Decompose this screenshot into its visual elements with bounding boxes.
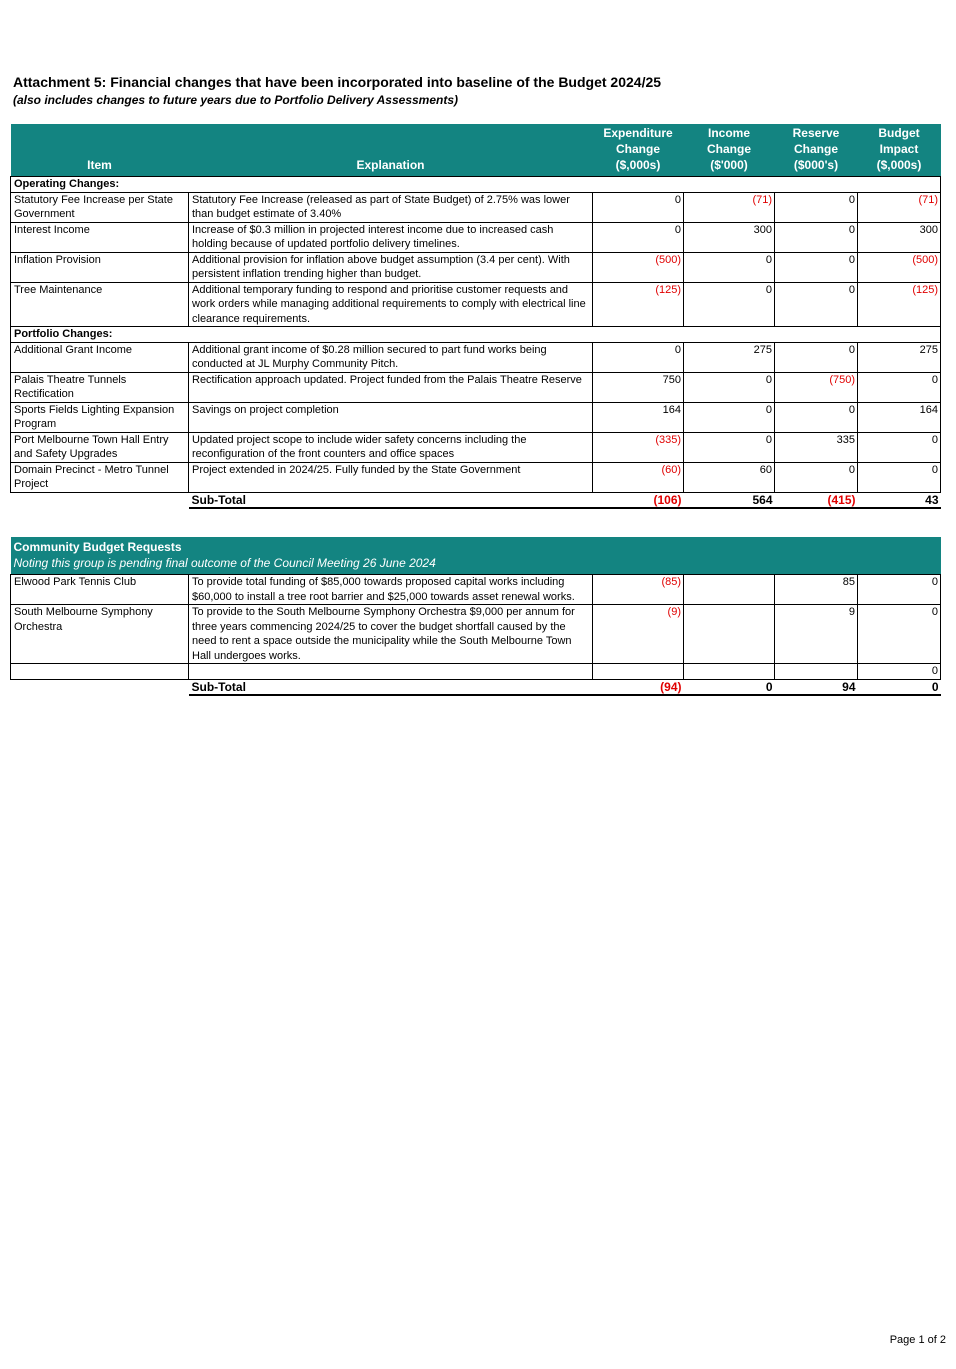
row-item [11,664,189,680]
row-reserve [775,664,858,680]
row-item: Inflation Provision [11,252,189,282]
header-budget: Budget Impact ($,000s) [858,124,941,177]
subtotal-blank [11,492,189,508]
community-requests-table [10,537,941,696]
row-budget: 0 [858,432,941,462]
row-item: South Melbourne Symphony Orchestra [11,605,189,664]
row-income: 60 [684,462,775,492]
row-income: 0 [684,372,775,402]
row-expenditure [593,664,684,680]
row-income [684,605,775,664]
table-row [11,372,941,402]
row-reserve: 0 [775,402,858,432]
table-row [11,222,941,252]
table-row [11,605,941,664]
section-label: Operating Changes: [11,177,941,193]
row-income: (71) [684,192,775,222]
row-reserve: 85 [775,575,858,605]
row-reserve: 0 [775,282,858,327]
row-reserve: 0 [775,462,858,492]
row-explanation: To provide total funding of $85,000 towards proposed capital works including $60,000 to install a tree root barrier and $25,000 towards asset renewal works. [189,575,593,605]
row-reserve: 335 [775,432,858,462]
row-expenditure: (60) [593,462,684,492]
table-header-row [11,124,941,177]
row-expenditure: 0 [593,222,684,252]
community-heading: Community Budget Requests [11,537,941,555]
row-explanation: Statutory Fee Increase (released as part of State Budget) of 2.75% was lower than budget estimate of 3.40% [189,192,593,222]
row-item: Sports Fields Lighting Expansion Program [11,402,189,432]
row-budget: 164 [858,402,941,432]
row-budget: (500) [858,252,941,282]
row-expenditure: (500) [593,252,684,282]
subtotal-budget: 0 [858,679,941,695]
row-budget: (71) [858,192,941,222]
row-reserve: 0 [775,252,858,282]
row-budget: 300 [858,222,941,252]
header-reserve: Reserve Change ($000's) [775,124,858,177]
row-reserve: 9 [775,605,858,664]
subtotal-reserve: (415) [775,492,858,508]
row-budget: 0 [858,575,941,605]
row-explanation: Savings on project completion [189,402,593,432]
row-budget: 275 [858,342,941,372]
community-heading-row [11,537,941,555]
page-number: Page 1 of 2 [889,1334,946,1346]
row-explanation: Additional provision for inflation above budget assumption (3.4 per cent). With persistent inflation trending higher than budget. [189,252,593,282]
subtotal-label: Sub-Total [189,492,593,508]
row-expenditure: (85) [593,575,684,605]
row-reserve: 0 [775,222,858,252]
row-expenditure: 164 [593,402,684,432]
row-explanation: Rectification approach updated. Project funded from the Palais Theatre Reserve [189,372,593,402]
row-budget: 0 [858,462,941,492]
subtotal-income: 564 [684,492,775,508]
row-expenditure: (125) [593,282,684,327]
section-portfolio [11,327,941,343]
row-reserve: 0 [775,342,858,372]
row-expenditure: (335) [593,432,684,462]
row-item: Tree Maintenance [11,282,189,327]
header-income: Income Change ($'000) [684,124,775,177]
row-reserve: (750) [775,372,858,402]
table-row [11,402,941,432]
subtotal-row [11,492,941,508]
subtotal-label: Sub-Total [189,679,593,695]
table-row [11,282,941,327]
subtotal-row [11,679,941,695]
page-title: Attachment 5: Financial changes that have been incorporated into baseline of the Budget 2024/25 [13,74,662,90]
section-label: Portfolio Changes: [11,327,941,343]
row-expenditure: 0 [593,192,684,222]
row-reserve: 0 [775,192,858,222]
row-item: Interest Income [11,222,189,252]
financial-changes-table [10,124,941,509]
row-expenditure: (9) [593,605,684,664]
row-income: 300 [684,222,775,252]
row-budget: 0 [858,664,941,680]
row-income: 0 [684,252,775,282]
row-explanation: Additional temporary funding to respond and prioritise customer requests and work orders while managing additional requirements to comply with electrical line clearance requirements. [189,282,593,327]
subtotal-expenditure: (106) [593,492,684,508]
header-item: Item [11,124,189,177]
table-row [11,192,941,222]
subtotal-income: 0 [684,679,775,695]
subtotal-budget: 43 [858,492,941,508]
table-row [11,664,941,680]
table-row [11,575,941,605]
subtotal-blank [11,679,189,695]
row-income: 0 [684,402,775,432]
row-budget: 0 [858,372,941,402]
row-item: Palais Theatre Tunnels Rectification [11,372,189,402]
row-explanation: Project extended in 2024/25. Fully funded by the State Government [189,462,593,492]
row-explanation: To provide to the South Melbourne Symphony Orchestra $9,000 per annum for three years commencing 2024/25 to cover the budget shortfall caused by the need to rent a space outside the municipality while the South Melbourne Town Hall undergoes works. [189,605,593,664]
row-income: 275 [684,342,775,372]
subtotal-expenditure: (94) [593,679,684,695]
row-budget: (125) [858,282,941,327]
community-note: Noting this group is pending final outcome of the Council Meeting 26 June 2024 [11,555,941,575]
row-income: 0 [684,282,775,327]
table-row [11,252,941,282]
row-item: Domain Precinct - Metro Tunnel Project [11,462,189,492]
row-item: Port Melbourne Town Hall Entry and Safety Upgrades [11,432,189,462]
row-income: 0 [684,432,775,462]
subtotal-reserve: 94 [775,679,858,695]
table-row [11,342,941,372]
row-budget: 0 [858,605,941,664]
header-expenditure: Expenditure Change ($,000s) [593,124,684,177]
row-item: Statutory Fee Increase per State Government [11,192,189,222]
section-operating [11,177,941,193]
row-expenditure: 750 [593,372,684,402]
row-explanation [189,664,593,680]
row-item: Elwood Park Tennis Club [11,575,189,605]
page-subtitle: (also includes changes to future years due to Portfolio Delivery Assessments) [13,93,459,107]
row-explanation: Additional grant income of $0.28 million secured to part fund works being conducted at JL Murphy Community Pitch. [189,342,593,372]
row-item: Additional Grant Income [11,342,189,372]
table-row [11,462,941,492]
row-expenditure: 0 [593,342,684,372]
row-income [684,575,775,605]
community-note-row [11,555,941,575]
row-income [684,664,775,680]
row-explanation: Updated project scope to include wider safety concerns including the reconfiguration of the front counters and office spaces [189,432,593,462]
table-row [11,432,941,462]
row-explanation: Increase of $0.3 million in projected interest income due to increased cash holding because of updated portfolio delivery timelines. [189,222,593,252]
header-explanation: Explanation [189,124,593,177]
